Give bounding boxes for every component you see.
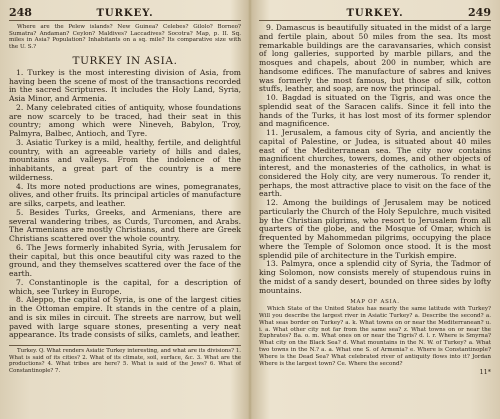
paragraph: 7. Constantinople is the capital, for a description of which, see Turkey in Europe.	[9, 277, 241, 296]
paragraph: 2. Many celebrated cities of antiquity, whose foundations are now scarcely to be traced, had their seat in this country; among which were Nineveh, Babylon, Troy, Palmyra, Balbec, Antioch, and Tyre.	[9, 102, 241, 139]
paragraph: 1. Turkey is the most interesting division of Asia, from having been the scene of most of the transactions recorded in the sacred Scriptures. It includes the Holy Land, Syria, Asia Minor, and Armenia.	[9, 67, 241, 104]
paragraph: 6. The Jews formerly inhabited Syria, with Jerusalem for their capital, but this once beautiful city was razed to the ground, and they themselves scattered over the face of the earth.	[9, 242, 241, 279]
paragraph: 11. Jerusalem, a famous city of Syria, and anciently the capital of Palestine, or Judea, is situated about 40 miles east of the Mediterranean sea. The city now contains magnificent churches, towers, domes, and other objects of interest, and the monasteries of the catholics, in what is considered the Holy city, are very numerous. To render it, perhaps, the most attractive place to visit on the face of the earth.	[259, 128, 491, 199]
map-questions-title: MAP OF ASIA.	[350, 299, 400, 306]
left-page-header	[9, 6, 241, 21]
paragraph: 3. Asiatic Turkey is a mild, healthy, fertile, and delightful country, with an agreeable variety of hills and dales, mountains and valleys. From the indolence of the inhabitants, a great part of the country is a mere wilderness.	[9, 137, 241, 182]
signature-mark: 11*	[479, 368, 491, 377]
right-running-head: TURKEY.	[346, 8, 404, 19]
footer-rule	[9, 345, 241, 346]
paragraph: 10. Bagdad is situated on the Tigris, and was once the splendid seat of the Saracen califs. Since it fell into the hands of the Turks, it has lost most of its former splendor and magnificence.	[259, 93, 491, 129]
left-top-questions: Where are the Pelew islands? New Guinea? Celebes? Gilolo? Borneo? Sumatra? Andaman? Ceylon? Maldives? Laccadives? Socotra? Map, p. II. Sq. miles in Asia? Population? Inhabitants on a sq. mile? Its comparative size with the U. S.?	[9, 24, 241, 51]
right-page-number: 249	[468, 6, 491, 19]
paragraph: 4. Its more noted productions are wines, pomegranates, olives, and other fruits. Its principal articles of manufacture are silks, carpets, and leather.	[9, 181, 241, 209]
section-title: TURKEY IN ASIA.	[72, 54, 178, 67]
left-running-head: TURKEY.	[96, 8, 154, 19]
paragraph: 5. Besides Turks, Greeks, and Armenians, there are several wandering tribes, as Curds, Turcomen, and Arabs. The Armenians are mostly Christians, and there are Greek Christians scattered over the whole country.	[9, 207, 241, 244]
paragraph: 9. Damascus is beautifully situated in the midst of a large and fertile plain, about 50 miles from the sea. Its most remarkable buildings are the caravansaries, which consist of long galleries, supported by marble pillars, and the mosques and chapels, about 200 in number, which are handsome edifices. The manufacture of sabres and knives was formerly the most famous, but those of silk, cotton stuffs, leather, and soap, are now the principal.	[259, 23, 491, 94]
left-page-number: 248	[9, 6, 32, 19]
right-page	[259, 6, 491, 414]
paragraph: 8. Aleppo, the capital of Syria, is one of the largest cities in the Ottoman empire. It stands in the centre of a plain, and is six miles in circuit. The streets are narrow, but well paved with large square stones, presenting a very neat appearance. Its trade consists of silks, camlets, and leather.	[9, 295, 241, 340]
paragraph: 12. Among the buildings of Jerusalem may be noticed particularly the Church of the Holy Sepulchre, much visited by the Christian pilgrims, who resort to Jerusalem from all quarters of the globe, and the Mosque of Omar, which is frequented by Mahommedan pilgrims, occupying the place where the Temple of Solomon once stood. It is the most splendid pile of architecture in the Turkish empire.	[259, 198, 491, 260]
left-footer-questions: Turkey. Q. What renders Asiatic Turkey interesting, and what are its divisions? 1. What is said of its cities? 2. What of its climate, soil, surface, &c. 3. What are the productions? 4. What tribes are here? 5. What is said of the Jews? 6. What of Constantinople? 7.	[9, 348, 241, 374]
left-page	[9, 6, 241, 414]
paragraph: 13. Palmyra, once a splendid city of Syria, the Tadmor of king Solomon, now consists merely of stupendous ruins in the midst of a sandy desert, bounded on three sides by lofty mountains.	[259, 259, 491, 295]
right-page-header	[259, 6, 491, 21]
map-questions: Which State of the United States has nearly the same latitude with Turkey? Will you describe the largest river in Asiatic Turkey? a. Describe the second? a. What seas border on Turkey? a. k. What towns on or near the Mediterranean? u. i. a. What other city not far from the same sea? z. What towns on or near the Euphrates? Ba. o. m. What ones on or near the Tigris? d. l. r. Where is Smyrna? What city on the Black Sea? d. What mountains in the N. W. of Turkey? a. What two towns in the N.? a. a. What one S. of Armenia? e. Where is Constantinople? Where is the Dead Sea? What celebrated river of antiquity flows into it? Jordan Where is the largest town? Ce. Where the second?	[259, 306, 491, 367]
